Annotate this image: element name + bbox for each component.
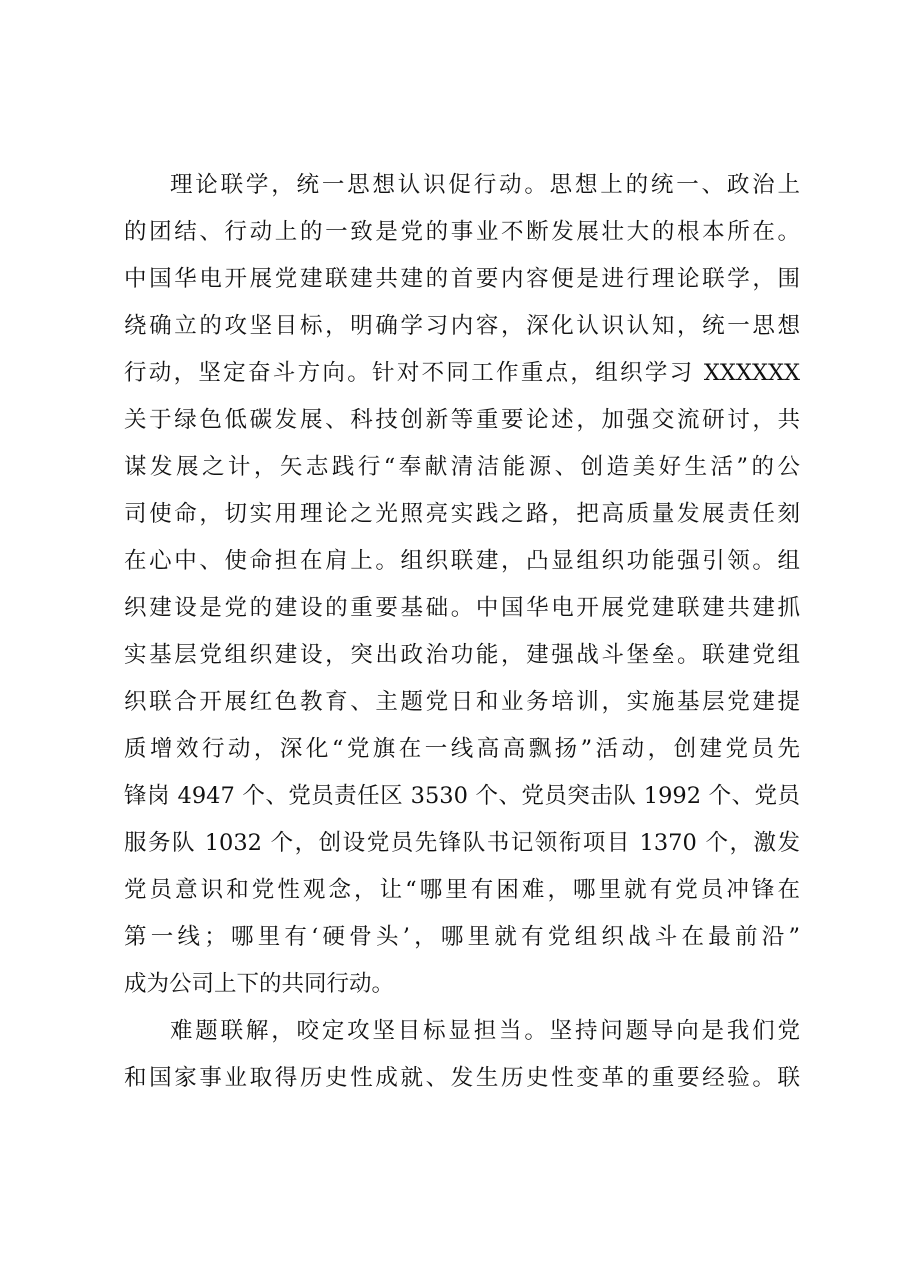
text-line: 质增效行动，深化“党旗在一线高高飘扬”活动，创建党员先 bbox=[124, 736, 800, 762]
text-line: 锋岗 4947 个、党员责任区 3530 个、党员突击队 1992 个、党员 bbox=[124, 783, 800, 809]
document-body bbox=[124, 162, 800, 1102]
text-line: 织建设是党的建设的重要基础。中国华电开展党建联建共建抓 bbox=[124, 595, 800, 621]
text-line: 第一线；哪里有‘硬骨头’，哪里就有党组织战斗在最前沿” bbox=[124, 924, 800, 950]
text-line: 在心中、使命担在肩上。组织联建，凸显组织功能强引领。组 bbox=[124, 548, 800, 574]
text-line: 织联合开展红色教育、主题党日和业务培训，实施基层党建提 bbox=[124, 689, 800, 715]
text-line: 的团结、行动上的一致是党的事业不断发展壮大的根本所在。 bbox=[124, 219, 800, 245]
text-line: 谋发展之计，矢志践行“奉献清洁能源、创造美好生活”的公 bbox=[124, 454, 800, 480]
paragraph-2 bbox=[124, 1008, 800, 1102]
text-line: 司使命，切实用理论之光照亮实践之路，把高质量发展责任刻 bbox=[124, 501, 800, 527]
text-line: 关于绿色低碳发展、科技创新等重要论述，加强交流研讨，共 bbox=[124, 407, 800, 433]
text-line: 和国家事业取得历史性成就、发生历史性变革的重要经验。联 bbox=[124, 1065, 800, 1091]
text-line: 理论联学，统一思想认识促行动。思想上的统一、政治上 bbox=[170, 172, 800, 198]
text-line: 绕确立的攻坚目标，明确学习内容，深化认识认知，统一思想 bbox=[124, 313, 800, 339]
text-line: 难题联解，咬定攻坚目标显担当。坚持问题导向是我们党 bbox=[170, 1018, 800, 1044]
text-line: 行动，坚定奋斗方向。针对不同工作重点，组织学习 XXXXXX bbox=[124, 360, 800, 386]
text-line: 服务队 1032 个，创设党员先锋队书记领衔项目 1370 个，激发 bbox=[124, 830, 800, 856]
text-line: 党员意识和党性观念，让“哪里有困难，哪里就有党员冲锋在 bbox=[124, 877, 800, 903]
paragraph-1 bbox=[124, 162, 800, 1008]
text-line: 成为公司上下的共同行动。 bbox=[124, 971, 395, 997]
text-line: 中国华电开展党建联建共建的首要内容便是进行理论联学，围 bbox=[124, 266, 800, 292]
text-line: 实基层党组织建设，突出政治功能，建强战斗堡垒。联建党组 bbox=[124, 642, 800, 668]
